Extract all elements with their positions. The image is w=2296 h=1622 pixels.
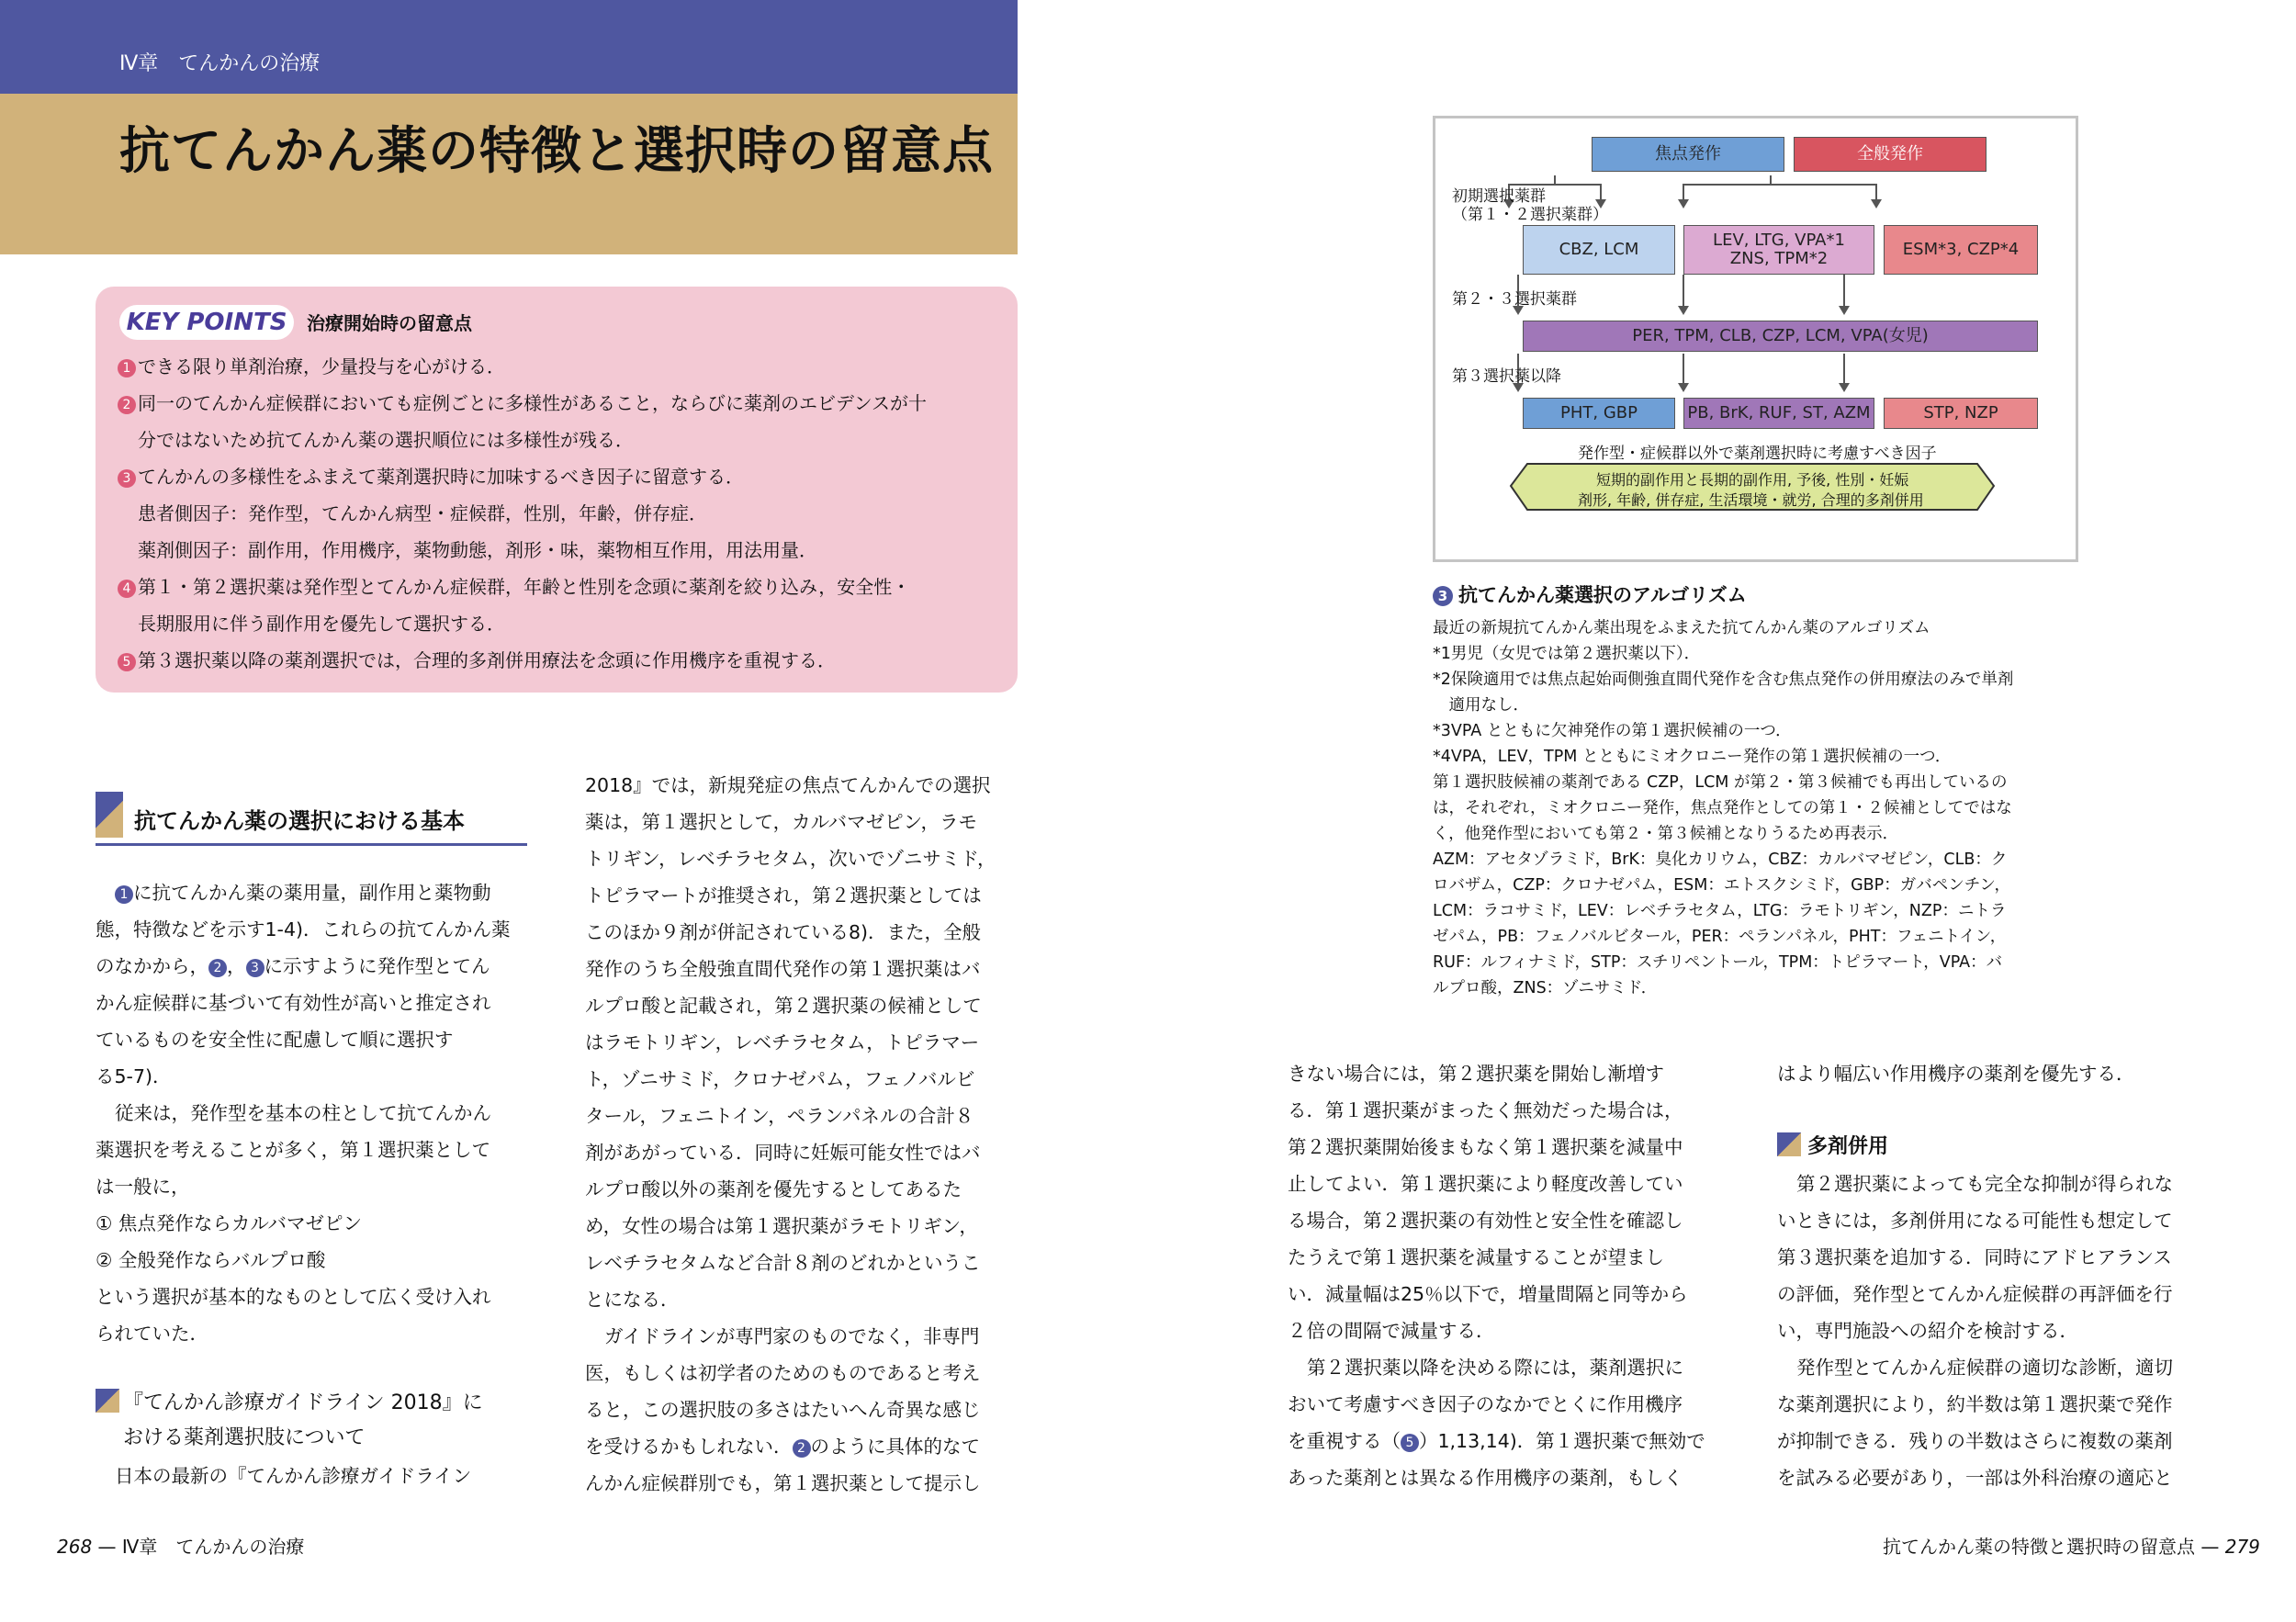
text-line: 日本の最新の『てんかん診療ガイドライン — [115, 1465, 472, 1487]
text-line: はラモトリギン，レベチラセタム，トピラマー — [585, 1031, 980, 1053]
initial-drugs-label: 初期選択薬群 — [1452, 187, 1546, 206]
footer-right: 抗てんかん薬の特徴と選択時の留意点 — 279 — [1883, 1536, 2260, 1558]
text-line: 2018』では，新規発症の焦点てんかんでの選択 — [585, 774, 991, 796]
text-line: いときには，多剤併用になる可能性も想定して — [1777, 1210, 2173, 1232]
text-line: は一般に， — [96, 1176, 190, 1198]
factors-line: 剤形, 年齢, 併存症, 生活環境・就労, 合理的多剤併用 — [1578, 491, 1924, 509]
text-line: おいて考慮すべき因子のなかでとくに作用機序 — [1288, 1393, 1683, 1415]
caption-line: AZM：アセタゾラミド，BrK：臭化カリウム，CBZ：カルバマゼピン，CLB：ク — [1433, 850, 2008, 869]
text-line: タール，フェニトイン，ペランパネルの合計８ — [585, 1105, 974, 1127]
figure-ref: 2 — [208, 959, 227, 977]
algorithm-figure — [1433, 116, 2078, 562]
figure-ref: 1 — [115, 885, 133, 904]
page-number: 279 — [2224, 1536, 2260, 1558]
key-point-line: 5 第３選択薬以降の薬剤選択では，合理的多剤併用療法を念頭に作用機序を重視する． — [118, 646, 836, 672]
chapter-label: Ⅳ章 てんかんの治療 — [119, 52, 321, 75]
text-line: 発作型とてんかん症候群の適切な診断，適切 — [1796, 1357, 2173, 1379]
caption-line: *1男児（女児では第２選択薬以下）． — [1433, 645, 1701, 663]
text-line: い．減量幅は25％以下で，増量間隔と同等から — [1288, 1283, 1688, 1305]
key-point-line: 分ではないため抗てんかん薬の選択順位には多様性が残る． — [138, 429, 634, 451]
row1-right-box: ESM*3, CZP*4 — [1884, 225, 2038, 275]
text-line: ルプロ酸以外の薬剤を優先するとしてあるた — [585, 1178, 962, 1200]
text-line: んかん症候群別でも，第１選択薬として提示し — [585, 1472, 981, 1494]
row3-right-box: STP, NZP — [1884, 398, 2038, 429]
caption-line: ゼパム，PB：フェノバルビタール，PER：ペランパネル，PHT：フェニトイン， — [1433, 928, 2007, 946]
key-point-line: 4 第１・第２選択薬は発作型とてんかん症候群，年齢と性別を念頭に薬剤を絞り込み，安全性・ — [118, 572, 910, 599]
text-line: が抑制できる．残りの半数はさらに複数の薬剤 — [1777, 1430, 2173, 1452]
section-heading: 抗てんかん薬の選択における基本 — [134, 808, 465, 834]
row3-mid-box: PB, BrK, RUF, ST, AZM — [1683, 398, 1874, 429]
text-line: このほか９剤が併記されている8)．また，全般 — [585, 921, 982, 943]
text-line: ると，この選択肢の多さはたいへん奇異な感じ — [585, 1399, 981, 1421]
key-points-label: KEY POINTS — [119, 305, 294, 340]
text-line: 第２選択薬によっても完全な抑制が得られな — [1796, 1173, 2173, 1195]
row2-box: PER, TPM, CLB, CZP, LCM, VPA(女児) — [1523, 321, 2038, 352]
text-line: を重視する（ 5 ）1,13,14)．第１選択薬で無効で — [1288, 1430, 1705, 1452]
caption-line: *3VPA とともに欠神発作の第１選択候補の一つ． — [1433, 722, 1792, 740]
text-line: い，専門施設への紹介を検討する． — [1777, 1320, 2078, 1342]
figure-ref: 2 — [793, 1439, 811, 1458]
text-line: ルプロ酸と記載され，第２選択薬の候補として — [585, 995, 982, 1017]
row1-mid-box: LEV, LTG, VPA*1 ZNS, TPM*2 — [1683, 225, 1874, 275]
caption-line: く，他発作型においても第２・第３候補となりうるため再表示． — [1433, 825, 1899, 843]
text-line: な薬剤選択により，約半数は第１選択薬で発作 — [1777, 1393, 2173, 1415]
text-line: の評価，発作型とてんかん症候群の再評価を行 — [1777, 1283, 2173, 1305]
text-line: る場合，第２選択薬の有効性と安全性を確認し — [1288, 1210, 1683, 1232]
text-line: る5-7)． — [96, 1065, 172, 1087]
text-line: ２倍の間隔で減量する． — [1288, 1320, 1495, 1342]
text-line: 剤があがっている．同時に妊娠可能女性ではバ — [585, 1142, 981, 1164]
caption-line: ルプロ酸，ZNS：ゾニサミド． — [1433, 979, 1658, 997]
key-point-number: 3 — [118, 469, 136, 488]
footer-left: 268 — Ⅳ章 てんかんの治療 — [57, 1536, 305, 1558]
text-line: とになる． — [585, 1289, 680, 1311]
text-line: 医，もしくは初学者のためのものであると考え — [585, 1362, 981, 1384]
factors-line: 短期的副作用と長期的副作用, 予後, 性別・妊娠 — [1596, 471, 1909, 489]
text-line: 薬選択を考えることが多く，第１選択薬として — [96, 1139, 491, 1161]
subheading: おける薬剤選択肢について — [123, 1426, 366, 1449]
key-point-line: 患者側因子：発作型，てんかん病型・症候群，性別，年齢，併存症． — [138, 502, 707, 524]
key-point-line: 2 同一のてんかん症候群においても症例ごとに多様性があること，ならびに薬剤のエビデンスが十 — [118, 389, 927, 415]
second-third-label: 第２・３選択薬群 — [1452, 290, 1577, 309]
text-line: 1 に抗てんかん薬の薬用量，副作用と薬物動 — [115, 877, 491, 905]
text-line: あった薬剤とは異なる作用機序の薬剤，もしく — [1288, 1467, 1683, 1489]
caption-line: 最近の新規抗てんかん薬出現をふまえた抗てんかん薬のアルゴリズム — [1433, 619, 1930, 637]
row1-left-box: CBZ, LCM — [1523, 225, 1675, 275]
text-line: 薬は，第１選択として，カルバマゼピン，ラモ — [585, 811, 978, 833]
figure-ref: 5 — [1401, 1434, 1419, 1452]
key-point-number: 4 — [118, 580, 136, 598]
text-line: トリギン，レベチラセタム，次いでゾニサミド， — [585, 848, 996, 870]
caption-line: *2保険適用では焦点起始両側強直間代発作を含む焦点発作の併用療法のみで単剤 — [1433, 670, 2014, 689]
text-line: ガイドラインが専門家のものでなく，非専門 — [604, 1325, 980, 1347]
text-line: め，女性の場合は第１選択薬がラモトリギン， — [585, 1215, 978, 1237]
text-line: 発作のうち全般強直間代発作の第１選択薬はバ — [585, 958, 981, 980]
generalized-seizure-box: 全般発作 — [1794, 137, 1986, 172]
text-line: ト，ゾニサミド，クロナゼパム，フェノバルビ — [585, 1068, 975, 1090]
text-line: かん症候群に基づいて有効性が高いと推定され — [96, 992, 491, 1014]
figure-number: 3 — [1433, 586, 1453, 606]
text-line: ② 全般発作ならバルプロ酸 — [96, 1249, 326, 1271]
caption-line: ロバザム，CZP：クロナゼパム，ESM：エトスクシミド，GBP：ガバペンチン， — [1433, 876, 2010, 895]
key-point-number: 1 — [118, 359, 136, 377]
caption-line: RUF：ルフィナミド，STP：スチリペントール，TPM：トピラマート，VPA：バ — [1433, 953, 2003, 972]
focal-seizure-box: 焦点発作 — [1592, 137, 1784, 172]
text-line: はより幅広い作用機序の薬剤を優先する． — [1777, 1063, 2135, 1085]
key-point-number: 2 — [118, 396, 136, 414]
caption-line: *4VPA，LEV，TPM とともにミオクロニー発作の第１選択候補の一つ． — [1433, 748, 1952, 766]
third-plus-label: 第３選択薬以降 — [1452, 367, 1561, 386]
text-line: を試みる必要があり，一部は外科治療の適応と — [1777, 1467, 2173, 1489]
subheading: 多剤併用 — [1807, 1135, 1889, 1158]
section-heading-rule — [96, 843, 527, 846]
section-heading-icon — [96, 792, 123, 838]
text-line: る．第１選択薬がまったく無効だった場合は， — [1288, 1099, 1683, 1121]
text-line: 第２選択薬以降を決める際には，薬剤選択に — [1307, 1357, 1683, 1379]
text-line: 第２選択薬開始後まもなく第１選択薬を減量中 — [1288, 1136, 1683, 1158]
initial-drugs-label-sub: （第１・２選択薬群） — [1452, 206, 1608, 224]
key-point-line: 長期服用に伴う副作用を優先して選択する． — [138, 613, 505, 635]
text-line: ているものを安全性に配慮して順に選択す — [96, 1029, 454, 1051]
caption-line: は，それぞれ，ミオクロニー発作，焦点発作としての第１・２候補としてではな — [1433, 799, 2012, 817]
text-line: 第３選択薬を追加する．同時にアドヒアランス — [1777, 1246, 2172, 1268]
text-line: を受けるかもしれない． 2 のように具体的なて — [585, 1436, 980, 1458]
subheading-icon — [96, 1389, 119, 1413]
page-title: 抗てんかん薬の特徴と選択時の留意点 — [119, 121, 995, 180]
key-point-line: 3 てんかんの多様性をふまえて薬剤選択時に加味するべき因子に留意する． — [118, 462, 744, 489]
text-line: られていた． — [96, 1323, 208, 1345]
text-line: きない場合には，第２選択薬を開始し漸増す — [1288, 1063, 1664, 1085]
text-line: 態，特徴などを示す1-4)．これらの抗てんかん薬 — [96, 918, 511, 941]
caption-line: 適用なし． — [1433, 696, 1529, 715]
text-line: 従来は，発作型を基本の柱として抗てんかん — [115, 1102, 491, 1124]
key-points-subtitle: 治療開始時の留意点 — [307, 312, 472, 334]
figure-ref: 3 — [246, 959, 264, 977]
key-point-line: 薬剤側因子：副作用，作用機序，薬物動態，剤形・味，薬物相互作用，用法用量． — [138, 539, 817, 561]
page-number: 268 — [57, 1536, 93, 1558]
caption-line: LCM：ラコサミド，LEV：レベチラセタム，LTG：ラモトリギン，NZP：ニトラ — [1433, 902, 2007, 920]
factors-title: 発作型・症候群以外で薬剤選択時に考慮すべき因子 — [1578, 445, 1937, 463]
text-line: トピラマートが推奨され，第２選択薬としては — [585, 884, 982, 907]
figure-caption-title: 3 抗てんかん薬選択のアルゴリズム — [1433, 580, 1747, 608]
text-line: のなかから， 2 ， 3 に示すように発作型とてん — [96, 955, 490, 977]
chapter-bar — [0, 0, 1018, 94]
text-line: レベチラセタムなど合計８剤のどれかというこ — [585, 1252, 981, 1274]
text-line: ① 焦点発作ならカルバマゼピン — [96, 1212, 362, 1234]
key-point-number: 5 — [118, 653, 136, 671]
text-line: たうえで第１選択薬を減量することが望まし — [1288, 1246, 1664, 1268]
caption-line: 第１選択肢候補の薬剤である CZP，LCM が第２・第３候補でも再出しているの — [1433, 773, 2008, 792]
subheading-icon — [1777, 1132, 1801, 1156]
key-point-line: 1 できる限り単剤治療，少量投与を心がける． — [118, 352, 505, 378]
text-line: という選択が基本的なものとして広く受け入れ — [96, 1286, 491, 1308]
subheading: 『てんかん診療ガイドライン 2018』に — [123, 1391, 483, 1414]
row3-left-box: PHT, GBP — [1523, 398, 1675, 429]
text-line: 止してよい．第１選択薬により軽度改善してい — [1288, 1173, 1683, 1195]
